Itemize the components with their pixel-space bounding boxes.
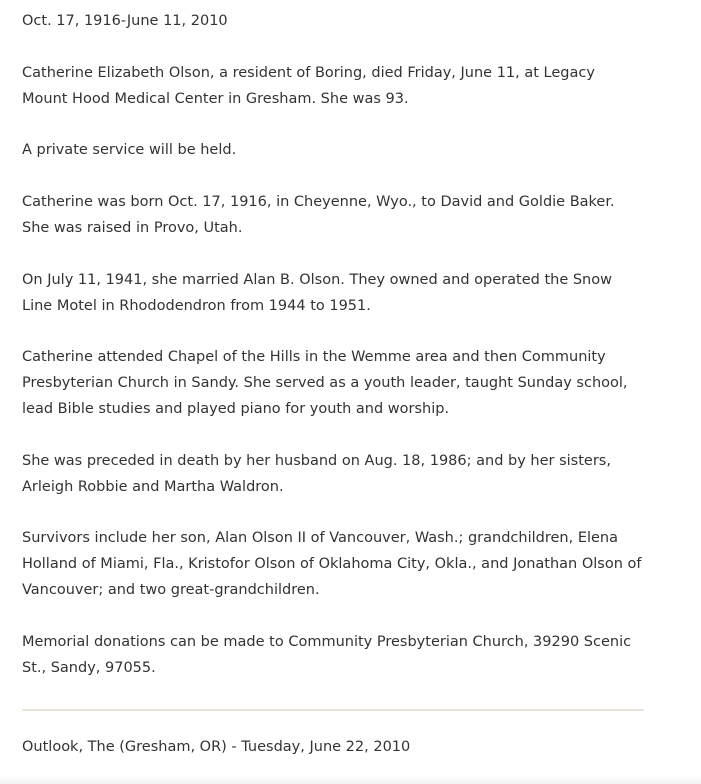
paragraph-church: Catherine attended Chapel of the Hills in the Wemme area and then Community Presbyterian Church in Sandy. She served as a youth leader, taught Sunday school, lead Bible studies and played piano for youth and worship. [22, 349, 628, 417]
paragraph-survivors: Survivors include her son, Alan Olson II of Vancouver, Wash.; grandchildren, Elena Holland of Miami, Fla., Kristofor Olson of Oklahoma City, Okla., and Jonathan Olson of Vancouver; and two great-grandchildren. [22, 530, 642, 598]
life-dates: Oct. 17, 1916-June 11, 2010 [22, 13, 228, 29]
paragraph-birth: Catherine was born Oct. 17, 1916, in Cheyenne, Wyo., to David and Goldie Baker. She was raised in Provo, Utah. [22, 194, 615, 236]
divider [22, 709, 644, 711]
source-citation: Outlook, The (Gresham, OR) - Tuesday, June 22, 2010 [22, 739, 411, 756]
paragraph-marriage: On July 11, 1941, she married Alan B. Olson. They owned and operated the Snow Line Motel in Rhododendron from 1944 to 1951. [22, 271, 612, 314]
paragraph-donations: Memorial donations can be made to Community Presbyterian Church, 39290 Scenic St., Sandy, 97055. [22, 633, 632, 676]
obituary-article [22, 9, 644, 761]
page-bottom-shade [0, 776, 701, 784]
paragraph-preceded: She was preceded in death by her husband on Aug. 18, 1986; and by her sisters, Arleigh Robbie and Martha Waldron. [22, 452, 611, 495]
paragraph-service: A private service will be held. [22, 142, 237, 159]
paragraph-death-notice: Catherine Elizabeth Olson, a resident of Boring, died Friday, June 11, at Legacy Mount Hood Medical Center in Gresham. She was 93. [22, 64, 595, 107]
